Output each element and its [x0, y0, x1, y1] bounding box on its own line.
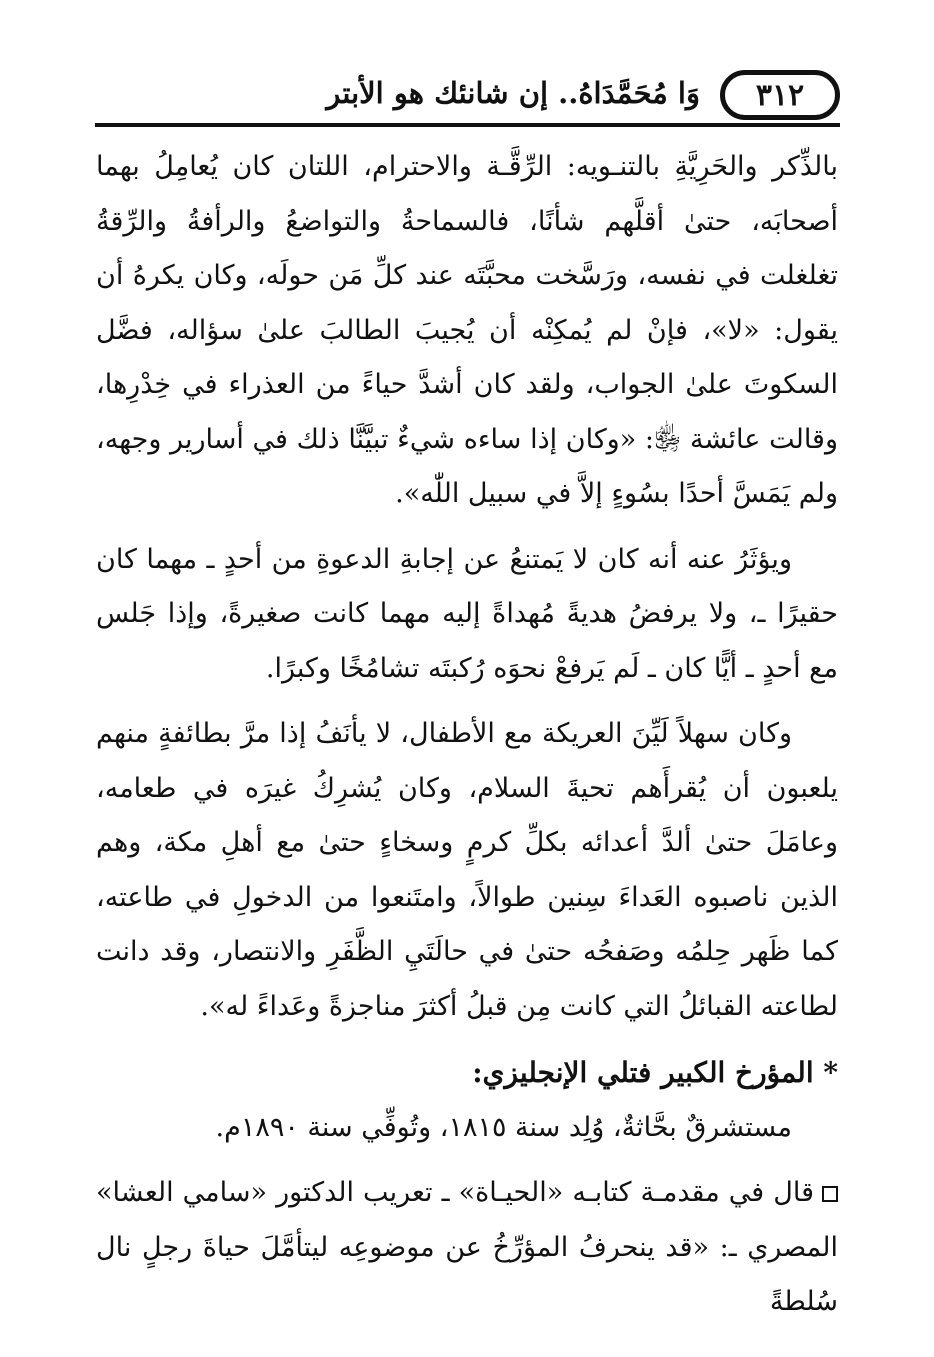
- page-number-badge: [720, 70, 840, 120]
- running-title: وَا مُحَمَّدَاهُ.. إن شانئك هو الأبتر: [326, 76, 700, 110]
- paragraph-3: وكان سهلاً لَيِّنَ العريكة مع الأطفال، لا يأنَفُ إذا مرَّ بطائفةٍ منهم يلعبون أن يُقرأَهم تحيةَ السلام، وكان يُشرِكُ غيرَه في طعامه، وعامَلَ حتىٰ ألدَّ أعدائه بكلِّ كرمٍ وسخاءٍ حتىٰ مع أهلِ مكة، وهم الذين ناصبوه العَداءَ سِنين طوالاً، وامتَنعوا من الدخولِ في طاعته، كما ظَهر حِلمُه وصَفحُه حتىٰ في حالَتَيِ الظَّفَرِ والانتصار، وقد دانت لطاعته القبائلُ التي كانت مِن قبلُ أكثرَ مناجزةً وعَداءً له».: [96, 718, 838, 1022]
- page-body: [96, 140, 838, 1330]
- square-bullet-icon: [822, 1186, 838, 1202]
- paragraph-1: بالذِّكر والحَرِيَّةِ بالتنـويه: الرِّقَّـة والاحترام، اللتان كان يُعامِلُ بهما أصحابَه، حتىٰ أقلَّهم شأنًا، فالسماحةُ والتواضعُ والرأفةُ والرِّقةُ تغلغلت في نفسه، ورَسَّخت محبَّتَه عند كلِّ مَن حولَه، وكان يكرهُ أن يقول: «لا»، فإنْ لم يُمكِنْه أن يُجيبَ الطالبَ علىٰ سؤاله، فضَّل السكوتَ علىٰ الجواب، ولقد كان أشدَّ حياءً من العذراء في خِدْرِها، وقالت عائشة ﵂: «وكان إذا ساءه شيءٌ تبيَّنَّا ذلك في أسارير وجهه، ولم يَمَسَّ أحدًا بسُوءٍ إلاَّ في سبيل اللّٰه».: [96, 151, 838, 509]
- paragraph-2: ويؤثَرُ عنه أنه كان لا يَمتنعُ عن إجابةِ الدعوةِ من أحدٍ ـ مهما كان حقيرًا ـ، ولا يرفضُ هديةً مُهداةً إليه مهما كانت صغيرةً، وإذا جَلس مع أحدٍ ـ أيًّا كان ـ لَم يَرفعْ نحوَه رُكبتَه تشامُخًا وكبرًا.: [96, 543, 838, 684]
- header-divider: [95, 123, 840, 127]
- paragraph-4: مستشرقٌ بحَّاثةٌ، وُلِد سنة ١٨١٥، وتُوفِّي سنة ١٨٩٠م.: [215, 1111, 792, 1143]
- paragraph-5: [96, 1166, 838, 1330]
- section-heading: * المؤرخ الكبير فتلي الإنجليزي:: [472, 1056, 838, 1089]
- paragraph-5-text: قال في مقدمـة كتابـه «الحيـاة» ـ تعريب الدكتور «سامي العشا» المصري ـ: «قد ينحرفُ المؤرِّخُ عن موضوعِه ليتأمَّلَ حياةَ رجلٍ نال سُلطةً: [96, 1177, 838, 1317]
- page-header: [95, 68, 840, 128]
- page-number: ٣١٢: [755, 77, 805, 113]
